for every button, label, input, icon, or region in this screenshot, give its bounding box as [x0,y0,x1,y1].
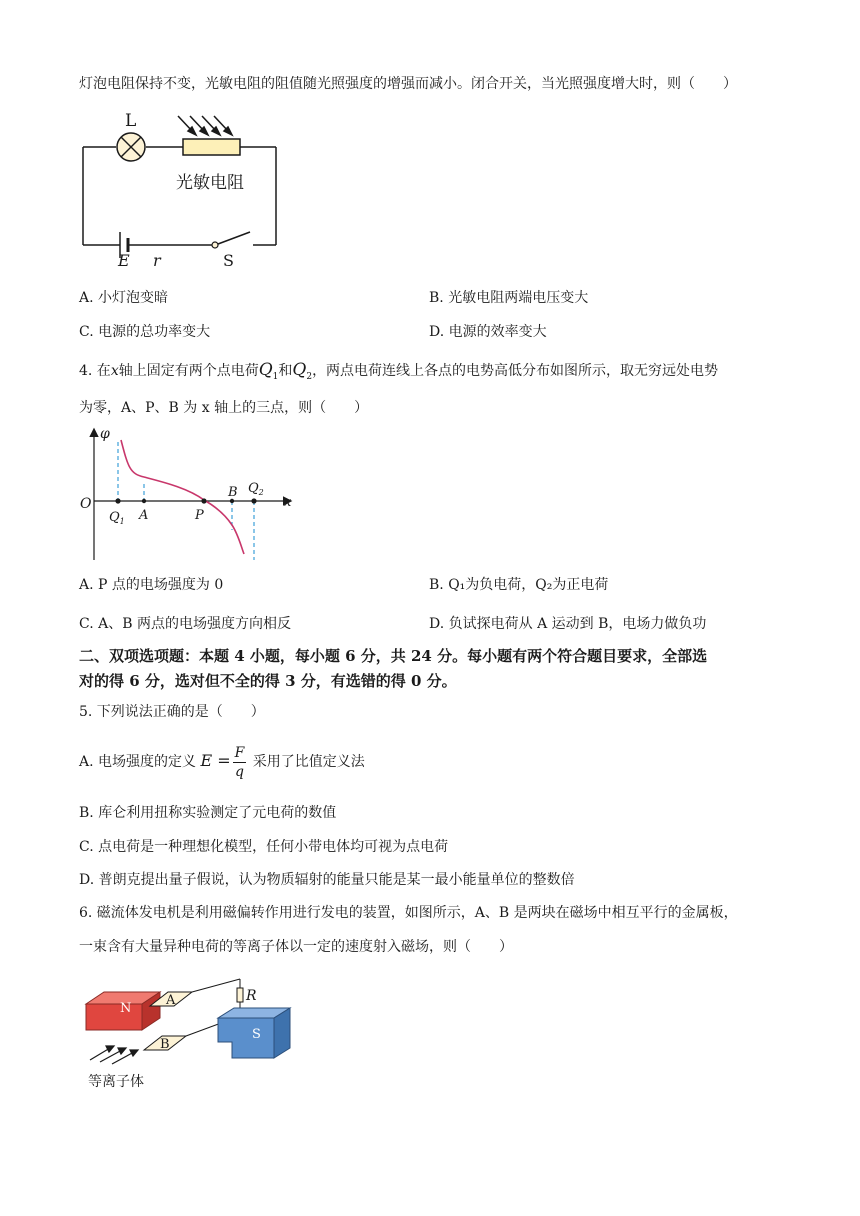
origin-label: O [80,496,92,512]
n-label: N [120,1001,132,1016]
emf-label: E [118,251,130,270]
plasma-arrows-icon [90,1046,138,1064]
r-label: R [246,988,257,1004]
lamp-icon [117,133,145,161]
q5-option-c: C. 点电荷是一种理想化模型，任何小带电体均可视为点电荷 [79,839,449,855]
q4-option-b: B. Q₁为负电荷，Q₂为正电荷 [429,577,609,593]
q2-point-label: $Q_2$ [248,481,264,497]
section2-heading-line2: 对的得 6 分，选对但不全的得 3 分，有选错的得 0 分。 [79,672,457,690]
internal-resistance-label: r [153,251,161,270]
q4-stem-line1: 4. 在x轴上固定有两个点电荷$Q_1$和$Q_2$，两点电荷连线上各点的电势高低分布如图所示，取无穷远处电势 [79,360,719,382]
a-point-label: A [139,508,149,523]
phi-label: φ [100,426,110,442]
q6-stem-line2: 一束含有大量异种电荷的等离子体以一定的速度射入磁场，则（ ） [79,939,513,955]
q4-option-a: A. P 点的电场强度为 0 [79,577,224,593]
resistor-icon [237,988,243,1002]
plate-a-label: A [166,993,176,1008]
photoresistor-label: 光敏电阻 [176,173,244,193]
x-label: x [284,495,292,510]
q5-option-b: B. 库仑利用扭称实验测定了元电荷的数值 [79,805,337,821]
q6-stem-line1: 6. 磁流体发电机是利用磁偏转作用进行发电的装置，如图所示，A、B 是两块在磁场中相互平行的金属板， [79,905,738,921]
q3-option-b: B. 光敏电阻两端电压变大 [429,290,589,306]
q4-option-d: D. 负试探电荷从 A 运动到 B，电场力做负功 [429,616,707,632]
photoresistor-icon [183,139,240,155]
switch-label: S [223,251,234,270]
s-label: S [252,1027,261,1042]
q3-option-c: C. 电源的总功率变大 [79,324,211,340]
q5-stem: 5. 下列说法正确的是（ ） [79,704,265,720]
potential-curve [121,440,244,554]
q4-stem-line2: 为零，A、P、B 为 x 轴上的三点，则（ ） [79,400,369,416]
section2-heading-line1: 二、双项选项题：本题 4 小题，每小题 6 分，共 24 分。每小题有两个符合题目要求，全部选 [79,647,708,665]
b-point-label: B [228,485,238,500]
q3-stem: 灯泡电阻保持不变，光敏电阻的阻值随光照强度的增强而减小。闭合开关，当光照强度增大时，则（ ） [79,76,737,92]
switch-icon [212,232,276,248]
q3-option-d: D. 电源的效率变大 [429,324,547,340]
q3-option-a: A. 小灯泡变暗 [79,290,169,306]
field-fraction: $\frac{F}{q}$ [234,744,245,780]
plate-b-label: B [160,1037,170,1052]
q4-potential-graph [78,422,298,564]
q4-option-c: C. A、B 两点的电场强度方向相反 [79,616,291,632]
q6-mhd-generator-figure [82,974,302,1092]
lamp-label: L [125,111,137,131]
q5-option-d: D. 普朗克提出量子假说，认为物质辐射的能量只能是某一最小能量单位的整数倍 [79,872,575,888]
q1-point-label: $Q_1$ [109,510,125,526]
plasma-label: 等离子体 [88,1074,144,1090]
q3-circuit-figure [78,104,288,274]
p-point-label: P [195,508,204,523]
light-arrows-icon [178,116,232,135]
q5-option-a: A. 电场强度的定义 E = $\frac{F}{q}$ 采用了比值定义法 [79,744,365,780]
